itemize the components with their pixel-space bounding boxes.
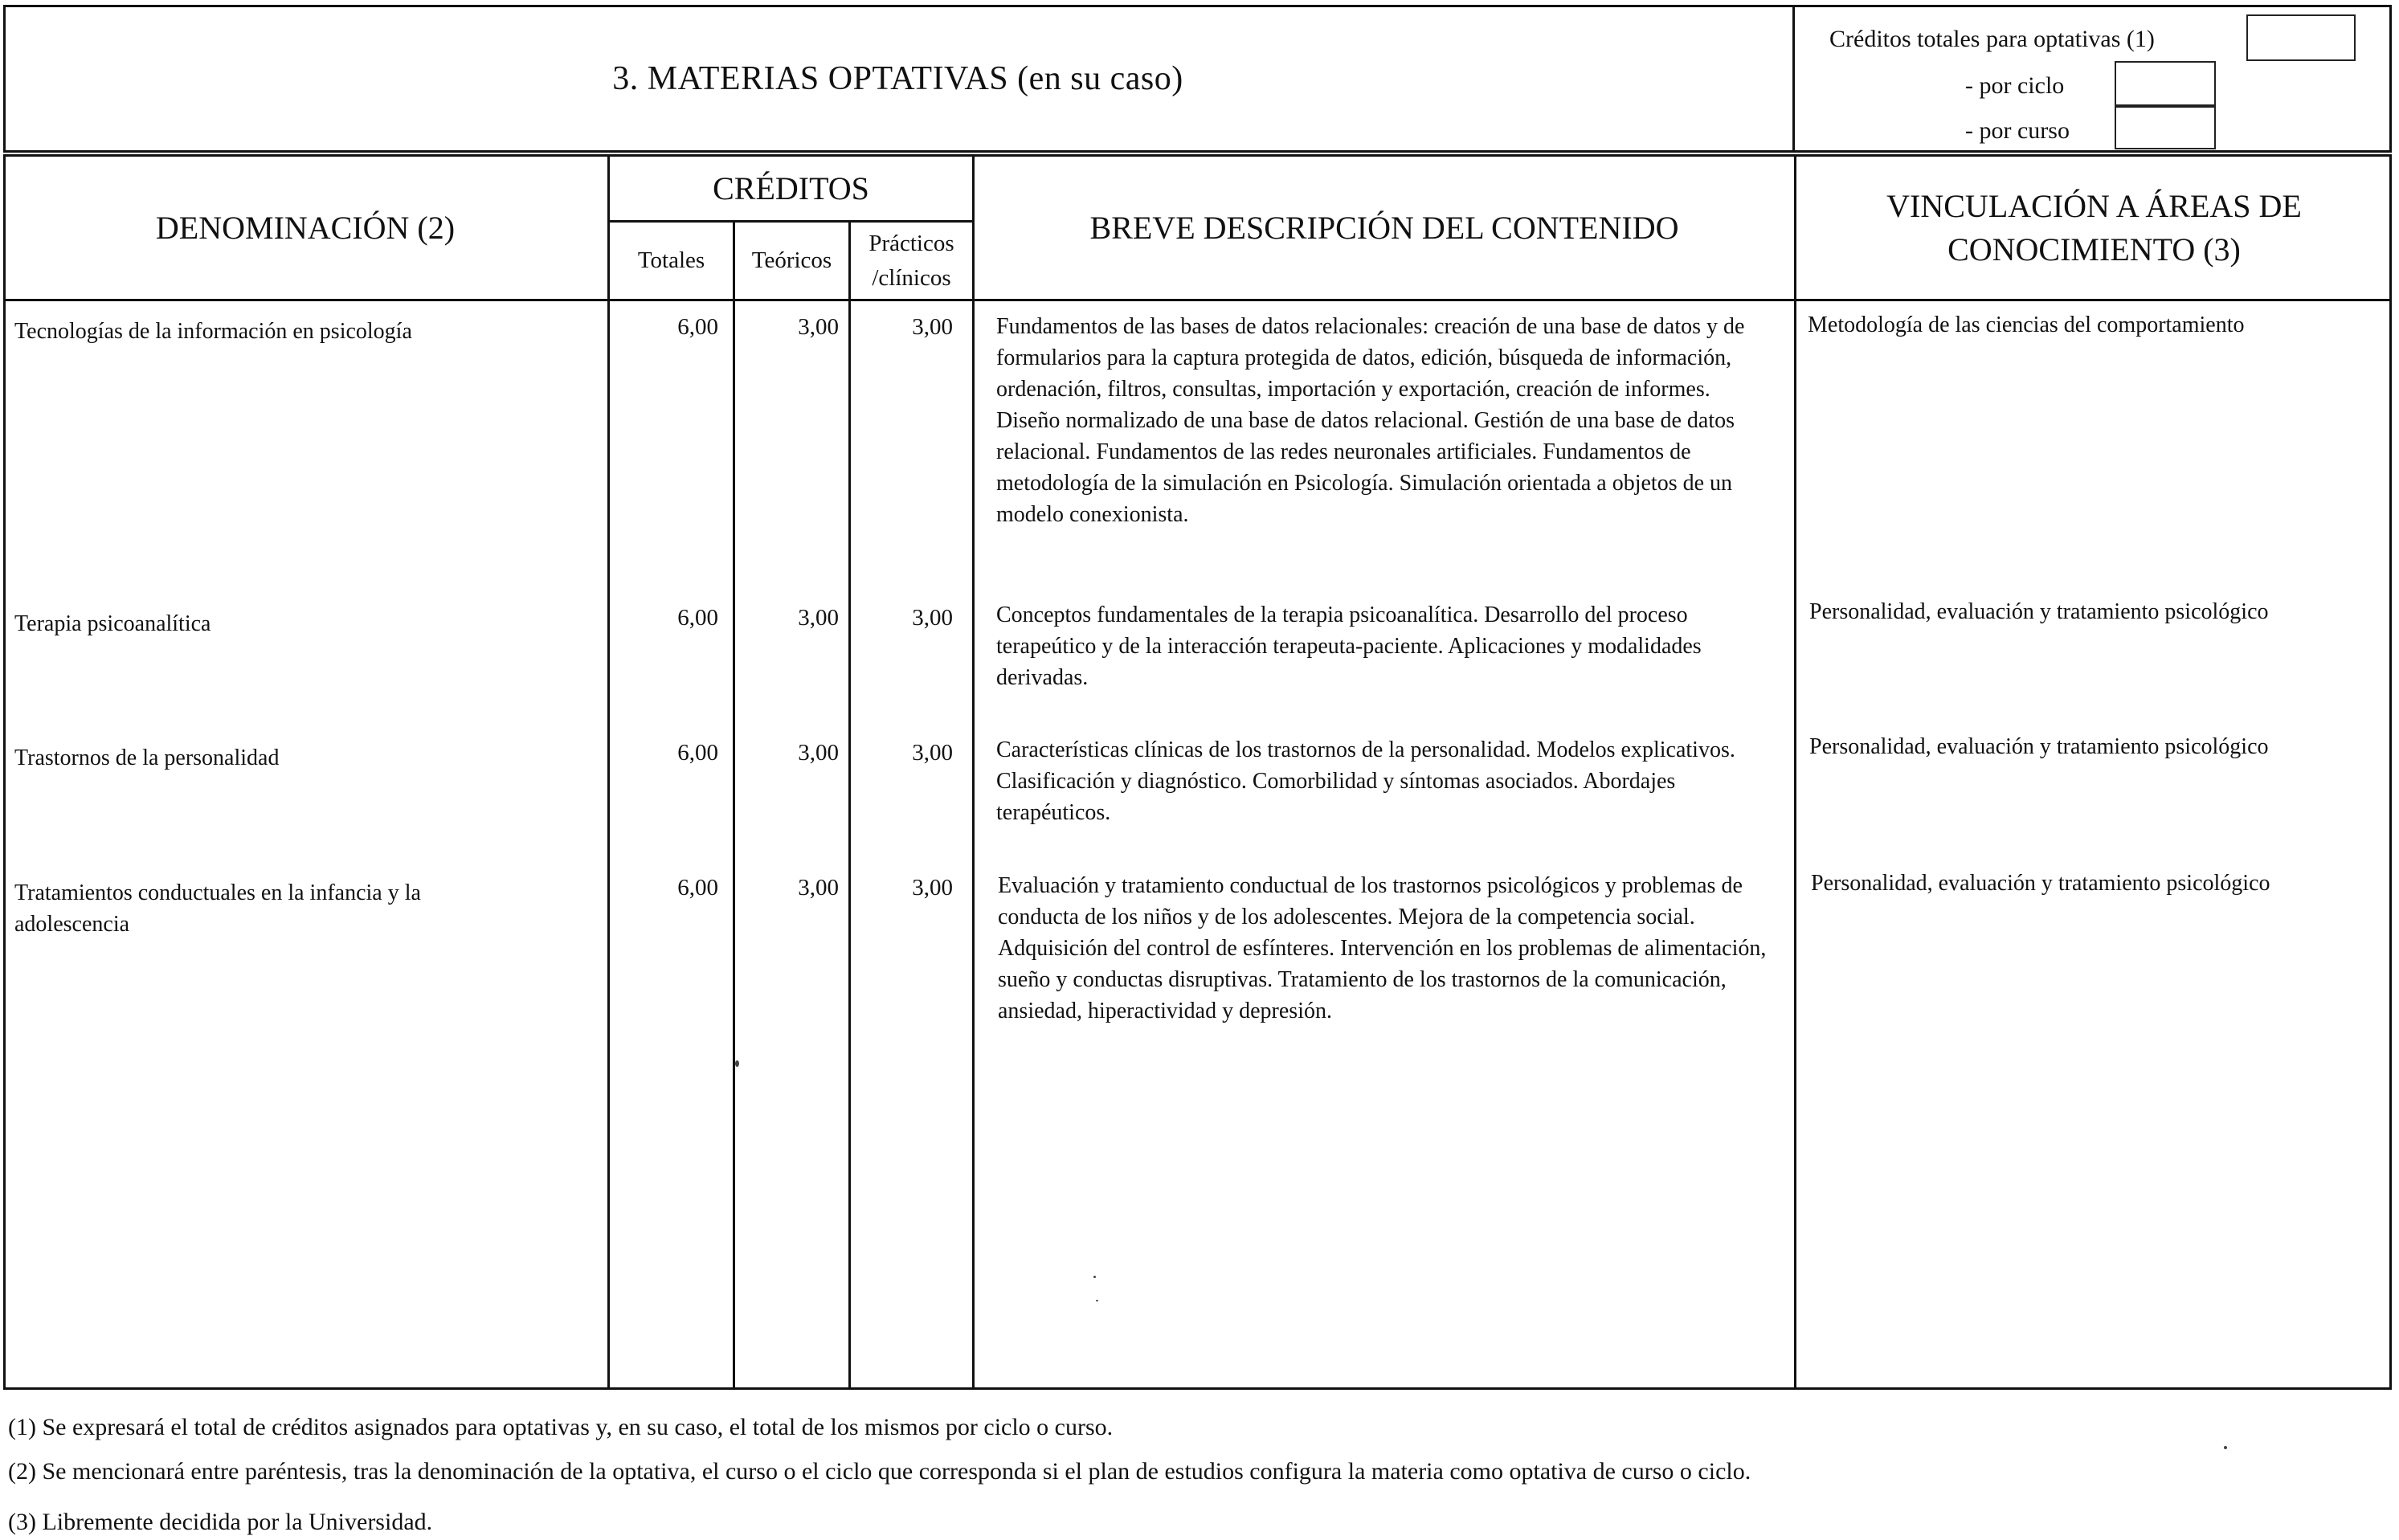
col-divider [848, 221, 851, 1390]
row-totales: 6,00 [677, 740, 718, 766]
scan-speck [1093, 1276, 1096, 1278]
row-practicos: 3,00 [912, 740, 953, 766]
per-cycle-label: - por ciclo [1965, 72, 2065, 99]
row-practicos: 3,00 [912, 314, 953, 340]
teoricos-header: Teóricos [751, 247, 832, 274]
credits-total-field[interactable] [2246, 14, 2356, 61]
row-totales: 6,00 [677, 605, 718, 631]
practicos-header-line1: Prácticos [868, 231, 954, 257]
row-description: Evaluación y tratamiento conductual de los trastornos psicológicos y problemas de conducta de los niños y de los adolescentes. Mejora de la competencia social. Adquisición del control de esfínteres. Intervención en los problemas de alimentación, sueño y conductas disruptivas. Tratamiento de los trastornos de la comunicación, ansiedad, hiperactividad y depresión. [998, 873, 1767, 1023]
scan-speck [1096, 1300, 1098, 1301]
denominacion-header: DENOMINACIÓN (2) [155, 209, 456, 246]
row-practicos: 3,00 [912, 875, 953, 901]
page-title: 3. MATERIAS OPTATIVAS (en su caso) [612, 60, 1183, 97]
per-course-field[interactable] [2115, 106, 2216, 149]
row-name: Tecnologías de la información en psicología [14, 319, 412, 344]
col-divider [1794, 154, 1796, 1390]
row-teoricos: 3,00 [798, 740, 839, 766]
footnote-1: (1) Se expresará el total de créditos asignados para optativas y, en su caso, el total de los mismos por ciclo o curso. [8, 1414, 1114, 1440]
row-area: Personalidad, evaluación y tratamiento psicológico [1809, 734, 2269, 759]
descripcion-header: BREVE DESCRIPCIÓN DEL CONTENIDO [1089, 209, 1679, 246]
vinculacion-header [1796, 157, 2392, 299]
per-cycle-field[interactable] [2115, 61, 2216, 106]
creditos-header: CRÉDITOS [713, 170, 869, 206]
vinculacion-header-line2: CONOCIMIENTO (3) [1947, 231, 2241, 268]
row-description: Conceptos fundamentales de la terapia psicoanalítica. Desarrollo del proceso terapeútico y de la interacción terapeuta-paciente. Aplicaciones y modalidades derivadas. [996, 603, 1702, 690]
row-teoricos: 3,00 [798, 605, 839, 631]
row-description: Fundamentos de las bases de datos relacionales: creación de una base de datos y de formularios para la captura protegida de datos, edición, búsqueda de información, ordenación, filtros, consultas, importación y exportación, creación de informes. Diseño normalizado de una base de datos relacional. Gestión de una base de datos relacional. Fundamentos de las redes neuronales artificiales. Fundamentos de metodología de la simulación en Psicología. Simulación orientada a objetos de un modelo conexionista. [996, 314, 1745, 527]
row-name: Tratamientos conductuales en la infancia y la adolescencia [14, 880, 421, 937]
col-divider [607, 154, 610, 1390]
practicos-header [851, 223, 972, 299]
row-name: Trastornos de la personalidad [14, 745, 280, 770]
row-area: Metodología de las ciencias del comportamiento [1808, 312, 2245, 337]
scan-speck [735, 1060, 739, 1067]
header-bottom-line [3, 299, 2392, 301]
row-practicos: 3,00 [912, 605, 953, 631]
scan-speck [2224, 1446, 2227, 1449]
row-totales: 6,00 [677, 314, 718, 340]
per-course-label: - por curso [1965, 117, 2070, 144]
totales-header: Totales [637, 247, 705, 274]
vinculacion-header-line1: VINCULACIÓN A ÁREAS DE [1886, 187, 2302, 224]
practicos-header-line2: /clínicos [872, 264, 951, 291]
footnote-2: (2) Se mencionará entre paréntesis, tras la denominación de la optativa, el curso o el ciclo que corresponda si el plan de estudios configura la materia como optativa de curso o ciclo. [8, 1458, 1751, 1485]
footnote-3: (3) Libremente decidida por la Universidad. [8, 1509, 433, 1535]
row-description: Características clínicas de los trastornos de la personalidad. Modelos explicativos. Clasificación y diagnóstico. Comorbilidad y síntomas asociados. Abordajes terapéuticos. [996, 737, 1735, 825]
row-teoricos: 3,00 [798, 314, 839, 340]
col-divider [733, 221, 735, 1390]
credits-summary [1795, 5, 2392, 153]
row-teoricos: 3,00 [798, 875, 839, 901]
row-totales: 6,00 [677, 875, 718, 901]
row-area: Personalidad, evaluación y tratamiento psicológico [1809, 599, 2269, 624]
row-area: Personalidad, evaluación y tratamiento psicológico [1811, 871, 2270, 896]
col-divider [972, 154, 975, 1390]
credits-total-label: Créditos totales para optativas (1) [1829, 26, 2155, 52]
row-name: Terapia psicoanalítica [14, 611, 211, 636]
